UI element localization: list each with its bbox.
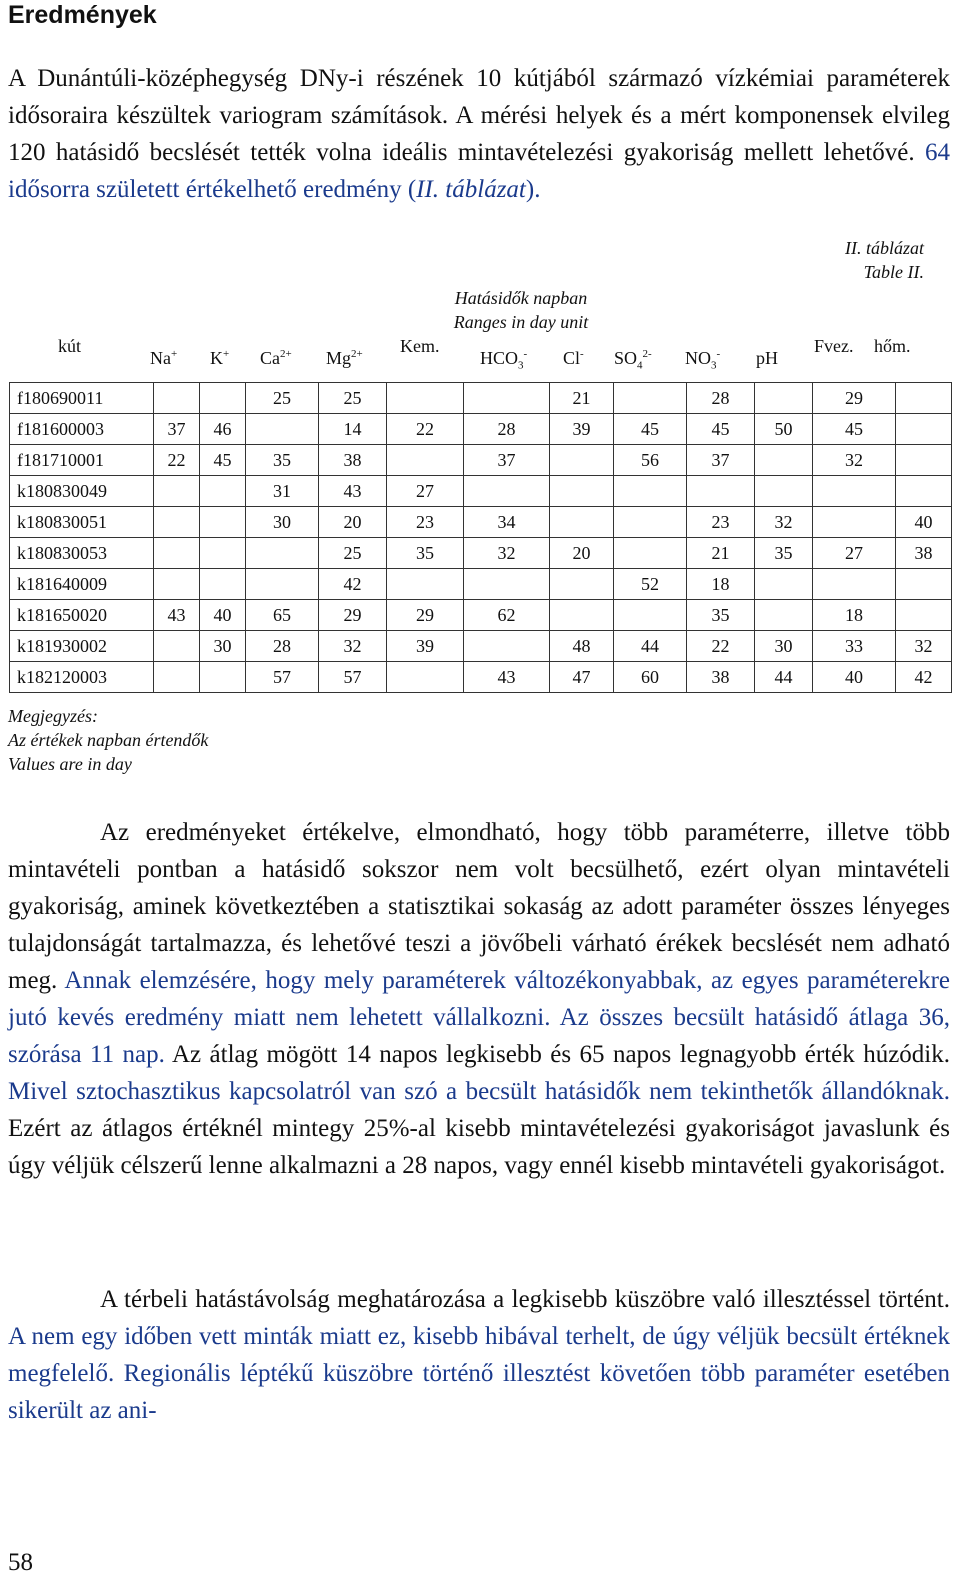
table-caption-hu: II. táblázat [845,238,924,258]
value-cell: 30 [246,507,319,538]
value-cell: 30 [755,631,813,662]
value-cell: 48 [550,631,614,662]
value-cell [896,476,952,507]
value-cell: 32 [319,631,387,662]
col-header-kut: kút [58,336,82,356]
table-row [10,538,952,569]
value-cell: 23 [687,507,755,538]
value-cell: 44 [755,662,813,693]
value-cell [154,476,200,507]
value-cell [755,476,813,507]
value-cell: 40 [200,600,246,631]
table-row [10,414,952,445]
value-cell [813,569,896,600]
value-cell [246,538,319,569]
table-reference: II. táblázat [416,176,526,203]
value-cell: 32 [464,538,550,569]
col-header-fvez: Fvez. [814,336,854,356]
table-row [10,600,952,631]
well-id-cell: f181710001 [10,445,154,476]
value-cell: 25 [246,383,319,414]
value-cell: 28 [687,383,755,414]
value-cell: 34 [464,507,550,538]
well-id-cell: k182120003 [10,662,154,693]
value-cell [755,445,813,476]
value-cell: 25 [319,538,387,569]
value-cell: 60 [614,662,687,693]
intro-paragraph [8,60,950,208]
value-cell: 62 [464,600,550,631]
value-cell: 32 [896,631,952,662]
table-row [10,507,952,538]
value-cell: 35 [387,538,464,569]
value-cell [550,476,614,507]
col-header-so4: $SO_4^{2-}$ [614,348,652,372]
value-cell: 21 [687,538,755,569]
value-cell: 27 [813,538,896,569]
value-cell: 45 [200,445,246,476]
value-cell [550,600,614,631]
value-cell [200,662,246,693]
value-cell [464,569,550,600]
value-cell [154,383,200,414]
value-cell [200,569,246,600]
value-cell [154,631,200,662]
value-cell [200,476,246,507]
col-header-k: K+ [210,348,230,368]
table-row [10,476,952,507]
value-cell: 30 [200,631,246,662]
value-cell [246,569,319,600]
value-cell: 45 [813,414,896,445]
value-cell: 39 [550,414,614,445]
well-id-cell: k181930002 [10,631,154,662]
value-cell [387,445,464,476]
value-cell: 25 [319,383,387,414]
value-cell [755,600,813,631]
value-cell [896,414,952,445]
value-cell: 37 [687,445,755,476]
value-cell [614,600,687,631]
value-cell: 43 [154,600,200,631]
value-cell [464,631,550,662]
value-cell: 29 [319,600,387,631]
table-row [10,569,952,600]
spatial-paragraph: A térbeli hatástávolság meghatározása a legkisebb küszöbre való illesztéssel történt. A nem egy időben vett minták miatt ez, kisebb hibával terhelt, de úgy véljük becsült értéknek megfelelő. Regionális léptékű küszöbre történő illesztést követően több paraméter esetében sikerült az ani- [8,1286,950,1424]
table-row [10,662,952,693]
value-cell: 47 [550,662,614,693]
value-cell [550,445,614,476]
value-cell: 29 [813,383,896,414]
intro-result-text: 64 idősorra született értékelhető eredmény (II. táblázat). [8,139,951,203]
value-cell: 35 [246,445,319,476]
value-cell: 38 [896,538,952,569]
value-cell: 22 [387,414,464,445]
value-cell: 21 [550,383,614,414]
value-cell [813,476,896,507]
value-cell: 40 [896,507,952,538]
value-cell: 31 [246,476,319,507]
value-cell [550,569,614,600]
value-cell: 32 [755,507,813,538]
col-header-na: Na+ [150,348,178,368]
value-cell: 57 [319,662,387,693]
value-cell: 39 [387,631,464,662]
col-header-hco3: $HCO_3^-$ [480,348,528,372]
value-cell: 27 [387,476,464,507]
value-cell [387,383,464,414]
value-cell [614,383,687,414]
value-cell [896,569,952,600]
value-cell: 37 [464,445,550,476]
table-row [10,445,952,476]
col-header-ph: pH [756,348,778,368]
col-header-ca: $Ca^{2+}$ [260,348,292,368]
well-id-cell: k181640009 [10,569,154,600]
value-cell: 38 [319,445,387,476]
value-cell [387,662,464,693]
col-header-mg: $Mg^{2+}$ [326,348,363,368]
value-cell: 56 [614,445,687,476]
value-cell [154,538,200,569]
table-caption-en: Table II. [863,262,924,282]
value-cell: 42 [319,569,387,600]
value-cell: 20 [550,538,614,569]
intro-text: A Dunántúli-középhegység DNy-i részének 10 kútjából származó vízkémiai paraméterek idősoraira készültek variogram számítások. A mérési helyek és a mért komponensek elvileg 120 hatásidő becslését tették volna ideális mintavételezési gyakoriság mellett lehetővé. [8,65,950,166]
col-header-cl: Cl- [563,348,584,368]
value-cell: 22 [154,445,200,476]
value-cell: 46 [200,414,246,445]
value-cell: 20 [319,507,387,538]
value-cell [200,507,246,538]
value-cell [387,569,464,600]
value-cell: 38 [687,662,755,693]
value-cell: 52 [614,569,687,600]
value-cell: 45 [687,414,755,445]
value-cell [614,538,687,569]
value-cell: 57 [246,662,319,693]
value-cell [614,476,687,507]
ranges-caption [436,286,606,334]
well-id-cell: f180690011 [10,383,154,414]
value-cell [464,383,550,414]
value-cell [687,476,755,507]
value-cell: 23 [387,507,464,538]
well-id-cell: k180830053 [10,538,154,569]
value-cell [154,569,200,600]
value-cell: 18 [813,600,896,631]
note-title: Megjegyzés: [8,706,98,726]
ranges-caption-en: Ranges in day unit [453,312,589,332]
value-cell: 44 [614,631,687,662]
value-cell: 29 [387,600,464,631]
col-header-hom: hőm. [874,336,911,356]
value-cell [464,476,550,507]
table-body [10,383,952,693]
value-cell [246,414,319,445]
value-cell: 37 [154,414,200,445]
value-cell: 35 [755,538,813,569]
value-cell [200,538,246,569]
value-cell: 42 [896,662,952,693]
value-cell: 28 [464,414,550,445]
table-note [8,704,208,776]
value-cell: 32 [813,445,896,476]
value-cell: 43 [319,476,387,507]
well-id-cell: f181600003 [10,414,154,445]
value-cell: 50 [755,414,813,445]
value-cell [813,507,896,538]
value-cell [614,507,687,538]
value-cell: 33 [813,631,896,662]
value-cell [896,600,952,631]
value-cell: 43 [464,662,550,693]
value-cell [896,383,952,414]
value-cell: 14 [319,414,387,445]
value-cell: 40 [813,662,896,693]
value-cell [154,662,200,693]
value-cell: 22 [687,631,755,662]
value-cell: 45 [614,414,687,445]
value-cell [755,383,813,414]
value-cell: 28 [246,631,319,662]
section-heading: Eredmények [8,1,157,29]
value-cell: 35 [687,600,755,631]
value-cell [154,507,200,538]
ranges-caption-hu: Hatásidők napban [454,288,588,308]
value-cell [200,383,246,414]
note-en: Values are in day [8,754,132,774]
results-paragraph: Az eredményeket értékelve, elmondható, hogy több paraméterre, illetve több mintavételi pontban a hatásidő sokszor nem volt becsülhető, ezért olyan mintavételi gyakoriság, aminek következtében a statisztikai sokaság az adott paraméter összes lényeges tulajdonságát tartalmazza, és lehetővé teszi a jövőbeli várható érékek becslését nem adható meg. Annak elemzésére, hogy mely paraméterek változékonyabbak, az egyes paraméterekre jutó kevés eredmény miatt nem lehetett vállalkozni. Az összes becsült hatásidő átlaga 36, szórása 11 nap. Az átlag mögött 14 napos legkisebb és 65 napos legnagyobb érték húzódik. Mivel sztochasztikus kapcsolatról van szó a becsült hatásidők nem tekinthetők állandóknak. Ezért az átlagos értéknél mintegy 25%-al kisebb mintavételezési gyakoriságot javaslunk és úgy véljük célszerű lenne alkalmazni a 28 napos, vagy ennél kisebb mintavételi gyakoriságot. [8,819,950,1179]
col-header-no3: $NO_3^-$ [685,348,721,372]
value-cell [896,445,952,476]
well-id-cell: k180830049 [10,476,154,507]
value-cell: 65 [246,600,319,631]
ranges-table [9,382,952,693]
page-number: 58 [8,1549,33,1576]
col-header-kem: Kem. [400,336,440,356]
table-row [10,631,952,662]
value-cell [550,507,614,538]
table-row [10,383,952,414]
well-id-cell: k181650020 [10,600,154,631]
table-caption [845,236,924,284]
value-cell [755,569,813,600]
well-id-cell: k180830051 [10,507,154,538]
value-cell: 18 [687,569,755,600]
note-hu: Az értékek napban értendők [8,730,209,750]
